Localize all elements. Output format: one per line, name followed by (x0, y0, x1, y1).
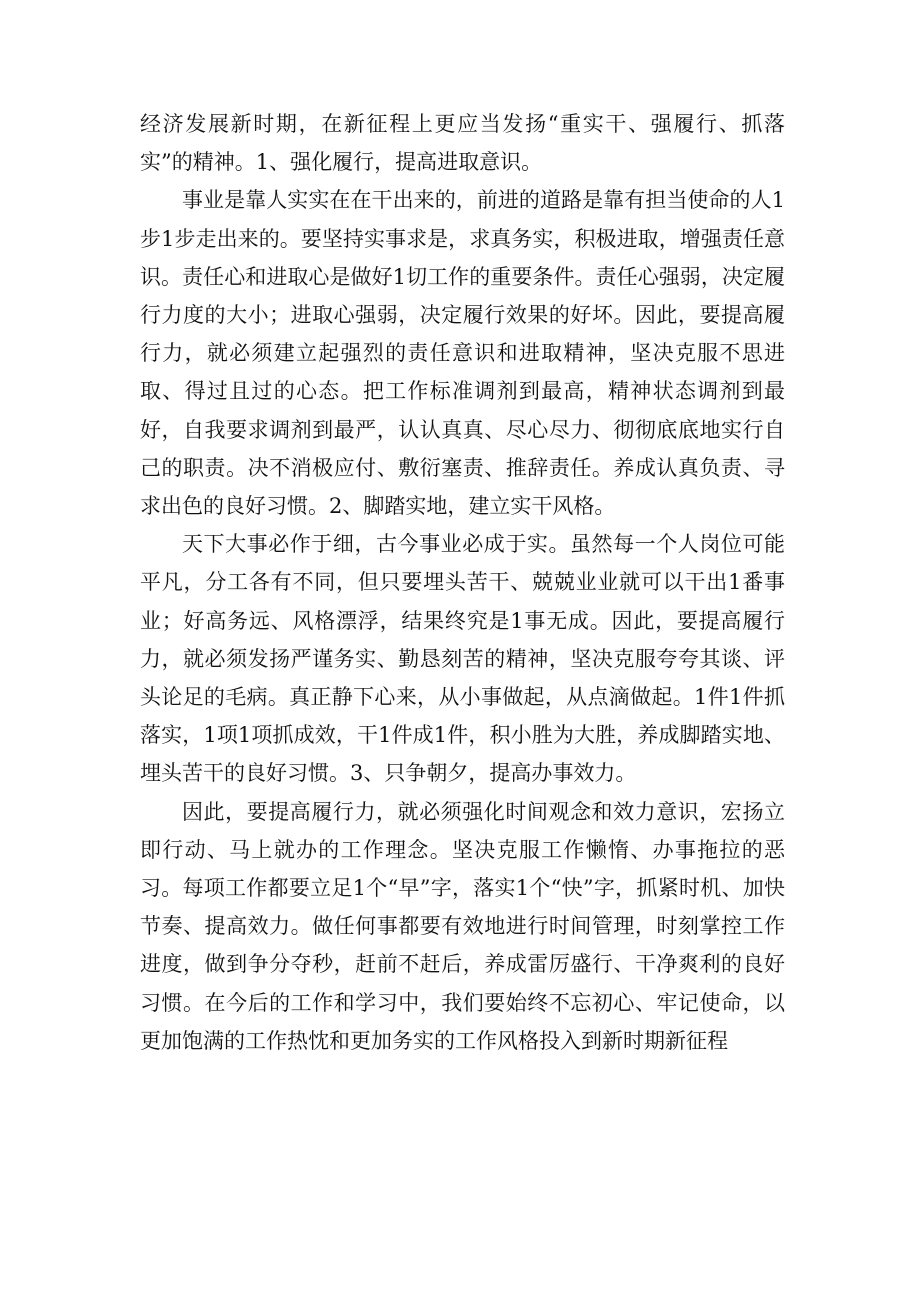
document-body (140, 105, 785, 1060)
paragraph-2: 事业是靠人实实在在干出来的，前进的道路是靠有担当使命的人1步1步走出来的。要坚持实事求是，求真务实，积极进取，增强责任意识。责任心和进取心是做好1切工作的重要条件。责任心强弱，决定履行力度的大小；进取心强弱，决定履行效果的好坏。因此，要提高履行力，就必须建立起强烈的责任意识和进取精神，坚决克服不思进取、得过且过的心态。把工作标准调剂到最高，精神状态调剂到最好，自我要求调剂到最严，认认真真、尽心尽力、彻彻底底地实行自己的职责。决不消极应付、敷衍塞责、推辞责任。养成认真负责、寻求出色的良好习惯。2、脚踏实地，建立实干风格。 (140, 188, 785, 519)
paragraph-4: 因此，要提高履行力，就必须强化时间观念和效力意识，宏扬立即行动、马上就办的工作理念。坚决克服工作懒惰、办事拖拉的恶习。每项工作都要立足1个“早”字，落实1个“快”字，抓紧时机、加快节奏、提高效力。做任何事都要有效地进行时间管理，时刻掌控工作进度，做到争分夺秒，赶前不赶后，养成雷厉盛行、干净爽利的良好习惯。在今后的工作和学习中，我们要始终不忘初心、牢记使命，以更加饱满的工作热忱和更加务实的工作风格投入到新时期新征程 (140, 799, 785, 1053)
paragraph-1: 经济发展新时期，在新征程上更应当发扬“重实干、强履行、抓落实”的精神。1、强化履行，提高进取意识。 (140, 112, 785, 175)
paragraph-3: 天下大事必作于细，古今事业必成于实。虽然每一个人岗位可能平凡，分工各有不同，但只要埋头苦干、兢兢业业就可以干出1番事业；好高务远、风格漂浮，结果终究是1事无成。因此，要提高履行力，就必须发扬严谨务实、勤恳刻苦的精神，坚决克服夸夸其谈、评头论足的毛病。真正静下心来，从小事做起，从点滴做起。1件1件抓落实，1项1项抓成效，干1件成1件，积小胜为大胜，养成脚踏实地、埋头苦干的良好习惯。3、只争朝夕，提高办事效力。 (140, 532, 785, 786)
